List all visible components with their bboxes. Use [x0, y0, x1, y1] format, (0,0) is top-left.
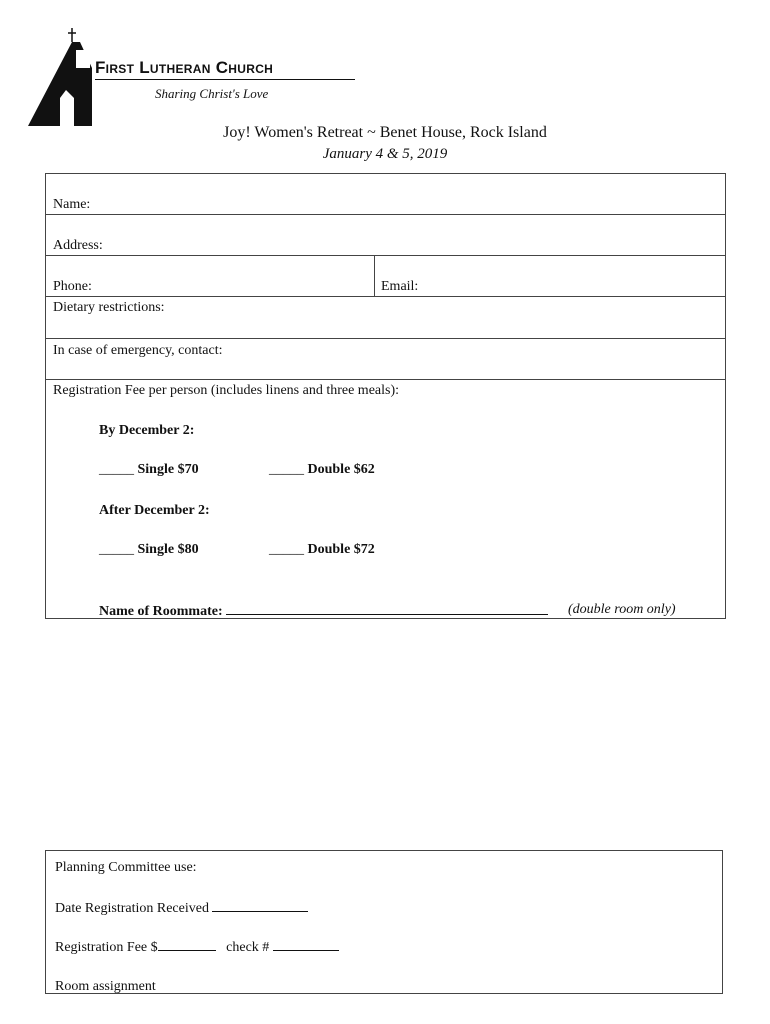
- event-date: January 4 & 5, 2019: [322, 146, 448, 162]
- emergency-label: In case of emergency, contact:: [53, 343, 223, 358]
- dietary-label: Dietary restrictions:: [53, 300, 165, 315]
- check-label: check #: [226, 940, 270, 955]
- roommate-label: Name of Roommate:: [99, 604, 223, 619]
- address-label: Address:: [53, 238, 103, 253]
- date-received-line: [212, 900, 308, 912]
- blank-line: _____: [269, 462, 304, 477]
- committee-box: [45, 850, 723, 994]
- roommate-field[interactable]: [99, 602, 548, 620]
- blank-line: _____: [99, 462, 134, 477]
- phone-label[interactable]: Phone:: [53, 279, 92, 294]
- by-double-label: Double $62: [307, 462, 375, 477]
- committee-fee-label: Registration Fee $: [55, 940, 158, 955]
- name-field[interactable]: [46, 174, 725, 215]
- phone-email-row: [46, 256, 725, 297]
- fee-section: [46, 380, 725, 618]
- name-label: Name:: [53, 197, 91, 212]
- fee-label: Registration Fee per person (includes linens and three meals):: [53, 383, 400, 398]
- by-single-label: Single $70: [137, 462, 199, 477]
- by-double-option[interactable]: [269, 462, 375, 478]
- church-tagline: Sharing Christ's Love: [155, 86, 269, 101]
- fee-line: [158, 939, 216, 951]
- by-single-option[interactable]: [99, 462, 199, 478]
- by-deadline-label: By December 2:: [99, 423, 195, 438]
- registration-form: [45, 173, 726, 619]
- dietary-field[interactable]: [46, 297, 725, 339]
- date-received-field[interactable]: [55, 900, 308, 917]
- room-assignment-label: Room assignment: [55, 979, 156, 994]
- after-single-option[interactable]: [99, 542, 199, 558]
- church-steeple-icon: [28, 28, 94, 128]
- church-name: First Lutheran Church: [95, 58, 355, 80]
- check-line: [273, 939, 339, 951]
- email-label[interactable]: Email:: [381, 279, 419, 294]
- emergency-contact-field[interactable]: [46, 339, 725, 380]
- room-assignment-field[interactable]: [55, 979, 156, 994]
- roommate-note: (double room only): [568, 602, 676, 617]
- event-title: Joy! Women's Retreat ~ Benet House, Rock Island: [223, 124, 547, 141]
- address-field[interactable]: [46, 215, 725, 256]
- after-double-label: Double $72: [307, 542, 375, 557]
- column-divider: [374, 256, 375, 296]
- committee-fee-field[interactable]: [55, 939, 339, 956]
- committee-heading: Planning Committee use:: [55, 860, 197, 875]
- blank-line: _____: [269, 542, 304, 557]
- roommate-line: [226, 602, 548, 615]
- after-single-label: Single $80: [137, 542, 199, 557]
- after-deadline-label: After December 2:: [99, 503, 210, 518]
- date-received-label: Date Registration Received: [55, 901, 209, 916]
- blank-line: _____: [99, 542, 134, 557]
- after-double-option[interactable]: [269, 542, 375, 558]
